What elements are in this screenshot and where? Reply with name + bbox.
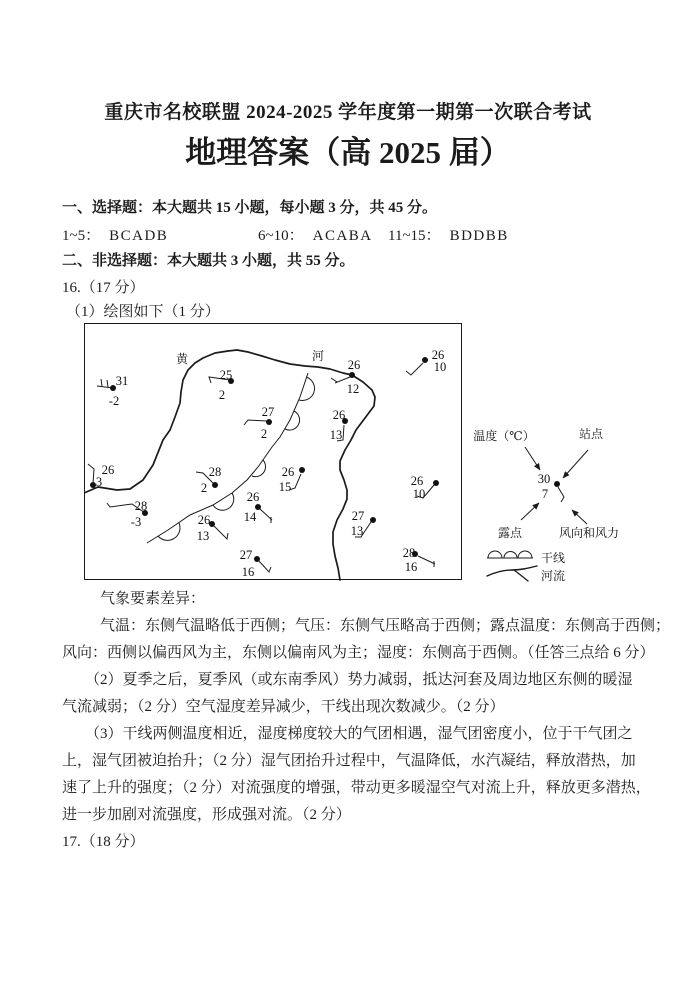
station-dewpoint: 2 bbox=[218, 388, 226, 402]
station-model bbox=[240, 548, 271, 579]
legend-temperature-label: 温度（℃） bbox=[473, 429, 535, 443]
answer-group bbox=[388, 224, 509, 245]
answer-range-label: 1~5： bbox=[62, 228, 101, 244]
answer-text-line: 气温：东侧气温略低于西侧；气压：东侧气压略高于西侧；露点温度：东侧高于西侧； bbox=[100, 618, 671, 634]
station-dot bbox=[299, 467, 305, 473]
answer-text-line: 进一步加剧对流强度，形成强对流。（2 分） bbox=[62, 807, 351, 823]
station-dewpoint: 14 bbox=[243, 510, 257, 524]
map-legend bbox=[473, 426, 619, 583]
legend-river-symbol bbox=[487, 566, 537, 581]
legend-wind-label: 风向和风力 bbox=[558, 526, 620, 540]
station-temperature: 26 bbox=[332, 408, 346, 422]
answer-group bbox=[258, 224, 373, 245]
station-temperature: 28 bbox=[208, 465, 222, 479]
river-label-he: 河 bbox=[311, 349, 325, 363]
station-dewpoint: -3 bbox=[130, 515, 142, 529]
wind-barb bbox=[406, 363, 423, 375]
wind-barb bbox=[244, 420, 267, 425]
station-dewpoint: 10 bbox=[412, 487, 426, 501]
question16-label: 16.（17 分） bbox=[62, 280, 145, 296]
legend-river-label: 河流 bbox=[540, 569, 566, 583]
question16-part1-label: （1）绘图如下（1 分） bbox=[66, 304, 220, 320]
station-dewpoint: 2 bbox=[200, 481, 208, 495]
legend-temperature-value: 30 bbox=[537, 472, 551, 486]
answer-text-line: 17.（18 分） bbox=[62, 834, 145, 850]
wind-barb bbox=[88, 464, 94, 484]
station-model bbox=[279, 465, 305, 494]
river-label-huang: 黄 bbox=[175, 352, 189, 366]
map-frame bbox=[85, 324, 462, 580]
answer-text-lines bbox=[62, 586, 671, 856]
station-temperature: 26 bbox=[347, 358, 361, 372]
answer-letters: BDDBB bbox=[449, 228, 509, 244]
dry-line bbox=[147, 373, 308, 543]
station-model bbox=[351, 509, 376, 538]
weather-map-content bbox=[84, 348, 619, 583]
station-model bbox=[209, 368, 234, 402]
answer-text-line: （2）夏季之后，夏季风（或东南季风）势力减弱，抵达河套及周边地区东侧的暖湿 bbox=[85, 672, 633, 688]
answer-text-line: 上，湿气团被迫抬升；（2 分）湿气团抬升过程中，气温降低，水汽凝结，释放潜热，加 bbox=[62, 753, 636, 769]
station-temperature: 28 bbox=[402, 546, 416, 560]
station-temperature: 26 bbox=[101, 463, 115, 477]
answer-range-label: 6~10： bbox=[258, 228, 304, 244]
legend-arrow bbox=[521, 503, 539, 520]
station-dewpoint: 13 bbox=[350, 524, 364, 538]
wind-barb bbox=[260, 509, 272, 523]
answer-text-line: （3）干线两侧温度相近，湿度梯度较大的气团相遇，湿气团密度小，位于干气团之 bbox=[85, 726, 633, 742]
station-temperature: 27 bbox=[239, 548, 253, 562]
station-temperature: 25 bbox=[219, 368, 233, 382]
station-temperature: 26 bbox=[246, 490, 260, 504]
station-temperature: 26 bbox=[281, 465, 295, 479]
section2-heading: 二、非选择题：本大题共 3 小题，共 55 分。 bbox=[62, 253, 355, 269]
answer-text-line: 气象要素差异： bbox=[100, 591, 206, 607]
station-model bbox=[197, 513, 228, 543]
station-dewpoint: 2 bbox=[260, 427, 268, 441]
answer-text-line: 速了上升的强度；（2 分）对流强度的增强，带动更多暖湿空气对流上升，释放更多潜热， bbox=[62, 780, 651, 796]
exam-title: 重庆市名校联盟 2024-2025 学年度第一期第一次联合考试 bbox=[104, 102, 592, 123]
station-temperature: 26 bbox=[410, 474, 424, 488]
subject-answers-title: 地理答案（高 2025 届） bbox=[185, 135, 511, 170]
station-dot bbox=[266, 419, 272, 425]
wind-barb bbox=[418, 556, 435, 567]
legend-arrow bbox=[572, 510, 587, 524]
station-model bbox=[406, 348, 446, 375]
station-dewpoint: 13 bbox=[329, 428, 343, 442]
station-model bbox=[107, 499, 148, 529]
station-model bbox=[97, 374, 128, 408]
answer-letters: BCADB bbox=[109, 228, 169, 244]
station-dewpoint: 10 bbox=[433, 360, 447, 374]
station-temperature: 28 bbox=[134, 499, 148, 513]
answer-text-line: 气流减弱；（2 分）空气湿度差异减少，干线出现次数减少。（2 分） bbox=[62, 699, 505, 715]
dry-line-scallops bbox=[158, 377, 315, 540]
station-dewpoint: 13 bbox=[196, 529, 210, 543]
legend-station-label: 站点 bbox=[578, 427, 604, 441]
station-temperature: 31 bbox=[115, 374, 129, 388]
legend-dewpoint-label: 露点 bbox=[497, 526, 523, 540]
station-dewpoint: -2 bbox=[108, 394, 120, 408]
wind-barb bbox=[259, 561, 271, 572]
station-dewpoint: 3 bbox=[95, 475, 103, 489]
legend-station-dot bbox=[554, 481, 560, 487]
answer-text-line: 风向：西侧以偏西风为主，东侧以偏南风为主；湿度：东侧高于西侧。（任答三点给 6 分） bbox=[62, 645, 655, 661]
station-model bbox=[411, 474, 439, 501]
legend-dryline-symbol bbox=[487, 551, 533, 558]
station-dewpoint: 12 bbox=[346, 382, 360, 396]
answer-letters: ACABA bbox=[312, 228, 373, 244]
legend-arrow bbox=[563, 450, 588, 478]
station-temperature: 27 bbox=[351, 509, 365, 523]
station-dot bbox=[422, 357, 428, 363]
legend-dryline-label: 干线 bbox=[540, 551, 566, 565]
station-model bbox=[403, 546, 435, 574]
station-dewpoint: 15 bbox=[278, 480, 292, 494]
weather-map-figure bbox=[84, 323, 624, 583]
station-model bbox=[244, 405, 274, 441]
station-temperature: 26 bbox=[431, 348, 445, 362]
wind-barb bbox=[214, 526, 228, 539]
station-dewpoint: 16 bbox=[241, 565, 255, 579]
legend-wind-barb bbox=[558, 487, 564, 502]
station-dewpoint: 16 bbox=[404, 560, 418, 574]
station-model bbox=[330, 408, 348, 442]
station-model bbox=[244, 490, 272, 524]
answer-group bbox=[62, 224, 168, 245]
station-temperature: 27 bbox=[261, 405, 275, 419]
station-temperature: 26 bbox=[197, 513, 211, 527]
multiple-choice-answers bbox=[62, 224, 642, 246]
section1-heading: 一、选择题：本大题共 15 小题，每小题 3 分，共 45 分。 bbox=[62, 200, 438, 216]
answer-range-label: 11~15： bbox=[388, 228, 441, 244]
station-model bbox=[88, 463, 114, 489]
legend-dewpoint-value: 7 bbox=[541, 487, 549, 501]
legend-arrow bbox=[525, 447, 540, 470]
station-model bbox=[196, 465, 221, 495]
